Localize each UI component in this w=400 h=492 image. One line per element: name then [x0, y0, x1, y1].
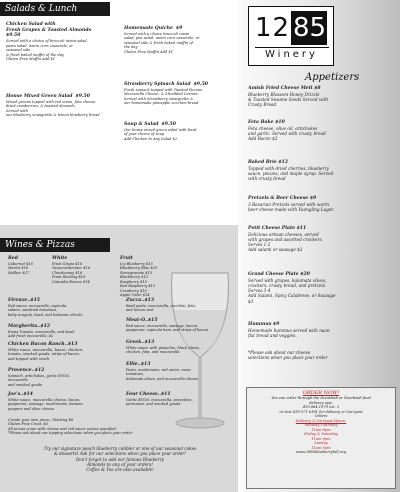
appetizers-header — [300, 70, 400, 85]
pizza-item — [8, 324, 128, 339]
pizza-desc: Garlic EVOO, mozzarella, provolone, parmesan, and smoked gouda — [126, 397, 193, 407]
pizza-desc: Red sauce, mozzarella, sausage, bacon, pepperoni, capicola ham, and strips of bacon — [126, 323, 209, 333]
logo-rule — [255, 47, 329, 48]
appetizer-item — [248, 226, 396, 253]
appetizer-name: Feta Bake $10 — [248, 120, 285, 125]
logo-number-right: 85 — [293, 13, 327, 43]
pizza-item — [8, 368, 128, 387]
wines-header — [0, 238, 110, 252]
wine-item: Blackberry $15 — [120, 275, 149, 280]
appetizer-desc: Topped with dried cherries, blueberry sauce, pecans, and maple syrup. Served with crusty bread — [248, 165, 334, 182]
salad-desc: Served with a choice of broccoli raisin salad, pasta salad, warm corn casserole, or seasonal side & fresh baked muffin of the day Gluten Free Muffin Add $1 — [6, 39, 88, 62]
wine-item: Icy Blueberry $15 — [120, 261, 153, 266]
wine-col-head: Red — [8, 256, 18, 261]
pizza-name: Four Cheese..$11 — [126, 392, 171, 397]
wine-item: Catawba Breeze $14 — [52, 279, 90, 284]
appetizer-desc: Feta cheese, olive oil, artichokes and garlic. Served with crusty bread Add Bacon $2 — [248, 125, 326, 142]
appetizer-desc: Delicious artisan cheeses, served with grapes and assorted crackers. Serves 1-2 Add salami or sausage $2 — [248, 231, 323, 253]
pizza-name: Zucca..$13 — [126, 298, 155, 303]
appetizer-item — [248, 322, 396, 338]
wine-col-head: Fruit — [120, 256, 133, 261]
appetizer-desc: 3 Bavarian Pretzels served with warm beer cheese made with Yuengling Lager. — [248, 201, 335, 212]
hours-list: Monday-Thursday 11am-8pm Friday & Saturday 11am-9pm Sunday 11am-5pm — [304, 423, 338, 450]
salad-desc: Mixed greens topped with red onion, feta cheese, dried cranberries, & toasted almonds. Served with our blueberry vinaigrette & lemon blueberry bread — [6, 99, 100, 118]
wine-item: Gewurztraminer $16 — [52, 266, 91, 271]
pizza-desc: Spinach, artichokes, garlic EVOO, mozzarella and smoked gouda — [8, 373, 70, 387]
appetizer-name: Pretzels & Beer Cheese $9 — [248, 196, 317, 201]
order-now-box — [246, 387, 396, 489]
pizza-desc: Roma Tomato, mozzarella, and basil. Add fresh mozzarella..$2 — [8, 329, 75, 339]
appetizer-desc: *Please ask about our cheese selections when you place your order — [248, 350, 328, 361]
footer-note: Try our signature peach blueberry cobbler or one of our seasonal cakes & desserts! Ask for our selections when you place your order! Don't forget to add our famous Blueberry Almonds to any of your orders! Coffee & Tea are also available! — [43, 446, 197, 472]
appetizer-desc: Served with grapes, kalamata olives, crackers, crusty bread, and pretzels. Serves 3-4 Add Salami, Spicy Calabrese, or Sausage $3 — [248, 277, 336, 304]
order-title: ORDER NOW! — [302, 390, 340, 396]
wine-item: Merlot $16 — [8, 266, 29, 271]
appetizer-item — [248, 120, 396, 141]
appetizer-item — [248, 196, 396, 212]
winery-logo — [248, 6, 334, 66]
appetizer-name: Petit Cheese Plate $11 — [248, 226, 307, 231]
pizza-desc: White sauce with pistachio, black olives, chicken, feta, and mozzarella — [126, 345, 200, 355]
pizza-item — [126, 298, 236, 313]
salad-item — [6, 94, 122, 118]
appetizer-item — [248, 86, 396, 107]
pizza-desc: White sauce, mozzarella cheese, bacon, pepperoni, sausage, mushrooms, banana peppers and olive cheese — [8, 397, 83, 411]
pizza-name: Joe's..$14 — [8, 392, 33, 397]
wine-item: Malbec $17 — [8, 270, 30, 275]
wine-item: Chardonnay $16 — [52, 270, 83, 275]
appetizer-note — [248, 350, 396, 361]
wine-item: Pomegranate $15 — [120, 270, 153, 275]
salad-desc: Served with a choice broccoli raisin salad, pea salad, warm corn casserole, or seasonal side & fresh baked muffin of the day Gluten Free Muffin Add $1 — [124, 31, 200, 54]
pizza-desc: Pesto, mushrooms, red onion, roma tomatoes, Kalamata olives, and mozzarella cheese — [126, 367, 199, 381]
salad-desc: Our house mixed green salad with bowl of your choice of soup Add Chicken to Any Salad $2 — [124, 127, 197, 141]
salad-price: $9.50 — [161, 122, 176, 127]
appetizer-item — [248, 160, 396, 181]
wine-item: Cranberry $16 — [120, 288, 147, 293]
logo-word: Winery — [265, 49, 318, 60]
pizza-desc: Red sauce, mozzarella, capicola, salami, sundried tomatoes, baby arugula, basil, and balsamic drizzle — [8, 303, 83, 317]
salad-price: $9 — [175, 26, 183, 31]
salad-item — [124, 82, 236, 106]
pizza-item — [126, 392, 236, 407]
salad-name: Homemade Quiche — [124, 26, 173, 31]
salad-name: Strawberry Spinach Salad — [124, 82, 191, 87]
pizza-item — [126, 362, 236, 381]
appetizer-name: Grand Cheese Plate $20 — [248, 272, 310, 277]
pizza-item — [126, 318, 236, 333]
pizza-name: Chicken Bacon Ranch..$13 — [8, 342, 78, 347]
salad-name: Soup & Salad — [124, 122, 159, 127]
pizza-name: Firenze..$15 — [8, 298, 41, 303]
pizza-desc: White sauce, mozzarella, bacon, chicken, tomato, smoked gouda, strips of bacon, and topped with ranch — [8, 347, 84, 361]
salads-title: Salads & Lunch — [5, 4, 78, 14]
appetizer-desc: Homemade hummus served with naan flat bread and veggies. — [248, 327, 330, 338]
wine-item: Raspberry $15 — [120, 279, 147, 284]
salad-item — [124, 122, 236, 141]
wine-item: Cabernet $16 — [8, 261, 33, 266]
wine-item: Apple Cider $14 — [120, 293, 150, 298]
wine-item: Blackberry Blue $15 — [120, 266, 158, 271]
salad-item — [6, 22, 118, 62]
appetizer-name: Baked Brie $12 — [248, 160, 288, 165]
salad-name: Chicken Salad with Fresh Grapes & Toasted Almonds — [6, 22, 92, 33]
website-link[interactable]: www.1885blueberryhill.org — [296, 450, 346, 455]
wine-item: Pinot Grigio $16 — [52, 261, 82, 266]
appetizer-name: Amish Fried Cheese Melt $8 — [248, 86, 321, 91]
pizza-item — [126, 340, 236, 355]
pizza-item — [8, 392, 128, 411]
salad-desc: Fresh spinach topped with Toasted Pecans, Mozzarella Cheese, & Shredded Carrots. Served with Strawberry vinaigrette & our homemade pineapple zucchini bread — [124, 87, 203, 106]
appetizers-title: Appetizers — [305, 72, 360, 83]
wine-col-head: White — [52, 256, 68, 261]
pizza-name: Meat-O..$15 — [126, 318, 158, 323]
salad-price: $9.50 — [193, 82, 208, 87]
salad-price: $9.50 — [6, 33, 21, 39]
wines-title: Wines & Pizzas — [5, 240, 75, 250]
order-instructions: You can order through the Doordash or Doorbash food delivery app. 419.884.1979 ext. 2 or text 419-571-6181 for delivery or Carryout Orders — [271, 396, 371, 419]
pizza-item — [8, 342, 128, 361]
appetizer-name: Hummus $9 — [248, 322, 280, 327]
pizza-name: Greek..$13 — [126, 340, 155, 345]
wine-item: Red Raspberry $15 — [120, 284, 156, 289]
hours-title: Delivery & Carryout Hours: — [295, 418, 347, 423]
pizza-desc: Basil pesto, mozzarella, zucchini, feta, and lemon zest — [126, 303, 196, 313]
logo-number-left: 12 — [255, 13, 291, 43]
wine-column-red — [8, 256, 52, 275]
wine-column-white — [52, 256, 118, 284]
pizza-name: Provence..$12 — [8, 368, 45, 373]
pizza-name: Ellie..$13 — [126, 362, 151, 367]
pizza-item — [8, 298, 128, 317]
salad-item — [124, 26, 236, 54]
salad-price: $9.50 — [75, 94, 90, 99]
wine-item: Pinot Riesling $16 — [52, 275, 86, 280]
create-own-pizza: Create your own pizza...Starting $8 Gluten Free Crust..$3 All pizzas come with cheese and red sauce unless specified *Please ask about our topping selections when you place your order — [8, 418, 133, 436]
pizza-name: Margherita..$12 — [8, 324, 51, 329]
salad-name: House Mixed Green Salad — [6, 94, 73, 99]
appetizer-item — [248, 272, 396, 304]
salads-header — [0, 2, 110, 16]
appetizer-desc: Blueberry Blossom Honey Drizzle & Toasted Sesame Seeds Served with Crusty Bread — [248, 91, 329, 108]
